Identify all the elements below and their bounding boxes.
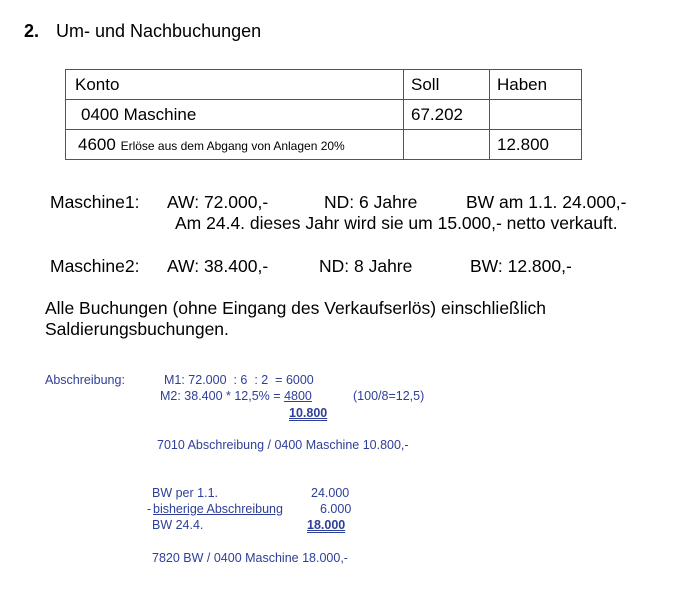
cell-soll: 67.202: [404, 100, 490, 130]
bw-start-value: 24.000: [311, 486, 350, 500]
machine1-note: Am 24.4. dieses Jahr wird sie um 15.000,- netto verkauft.: [175, 213, 618, 233]
account-number: 4600: [78, 134, 116, 154]
m2-calculation: [160, 389, 320, 403]
cell-haben: 12.800: [490, 130, 582, 160]
bw-date-value: 18.000: [307, 518, 346, 532]
account-number: 0400: [81, 104, 119, 124]
section-title: Um- und Nachbuchungen: [56, 21, 262, 41]
depreciation-sum: 10.800: [289, 406, 328, 420]
header-haben: Haben: [490, 70, 582, 100]
account-name: Maschine: [123, 104, 197, 124]
booking-depreciation: 7010 Abschreibung / 0400 Maschine 10.800,-: [157, 438, 409, 452]
account-name: Erlöse aus dem Abgang von Anlagen 20%: [120, 138, 345, 153]
m1-calculation: M1: 72.000 : 6 : 2 = 6000: [164, 373, 314, 387]
section-number: 2.: [24, 21, 40, 41]
task-line-1: Alle Buchungen (ohne Eingang des Verkaufserlös) einschließlich: [45, 298, 546, 318]
machine2-aw: AW: 38.400,-: [167, 256, 269, 276]
m2-prefix: M2: 38.400 * 12,5% =: [160, 389, 281, 403]
previous-depreciation-value: 6.000: [320, 502, 352, 516]
header-soll: Soll: [404, 70, 490, 100]
previous-depreciation-label: bisherige Abschreibung: [153, 502, 283, 516]
machine2-bw: BW: 12.800,-: [470, 256, 572, 276]
table-row: [66, 130, 582, 160]
cell-konto: [66, 100, 404, 130]
cell-haben: [490, 100, 582, 130]
m2-value: 4800: [284, 389, 312, 403]
m2-note: (100/8=12,5): [353, 389, 425, 403]
bw-start-label: BW per 1.1.: [152, 486, 218, 500]
machine1-nd: ND: 6 Jahre: [324, 192, 418, 212]
section-heading: [24, 21, 261, 42]
cell-konto: [66, 130, 404, 160]
machine1-label: Maschine1:: [50, 192, 140, 212]
machine1-bw: BW am 1.1. 24.000,-: [466, 192, 627, 212]
header-konto: Konto: [66, 70, 404, 100]
machine1-aw: AW: 72.000,-: [167, 192, 269, 212]
booking-book-value: 7820 BW / 0400 Maschine 18.000,-: [152, 551, 348, 565]
booking-table: [65, 69, 582, 160]
task-line-2: Saldierungsbuchungen.: [45, 319, 229, 339]
minus-sign: -: [147, 502, 152, 516]
cell-soll: [404, 130, 490, 160]
bw-date-label: BW 24.4.: [152, 518, 204, 532]
machine2-label: Maschine2:: [50, 256, 140, 276]
abschreibung-label: Abschreibung:: [45, 373, 125, 387]
table-header-row: [66, 70, 582, 100]
previous-depreciation-row: [153, 502, 355, 516]
machine2-nd: ND: 8 Jahre: [319, 256, 413, 276]
table-row: [66, 100, 582, 130]
